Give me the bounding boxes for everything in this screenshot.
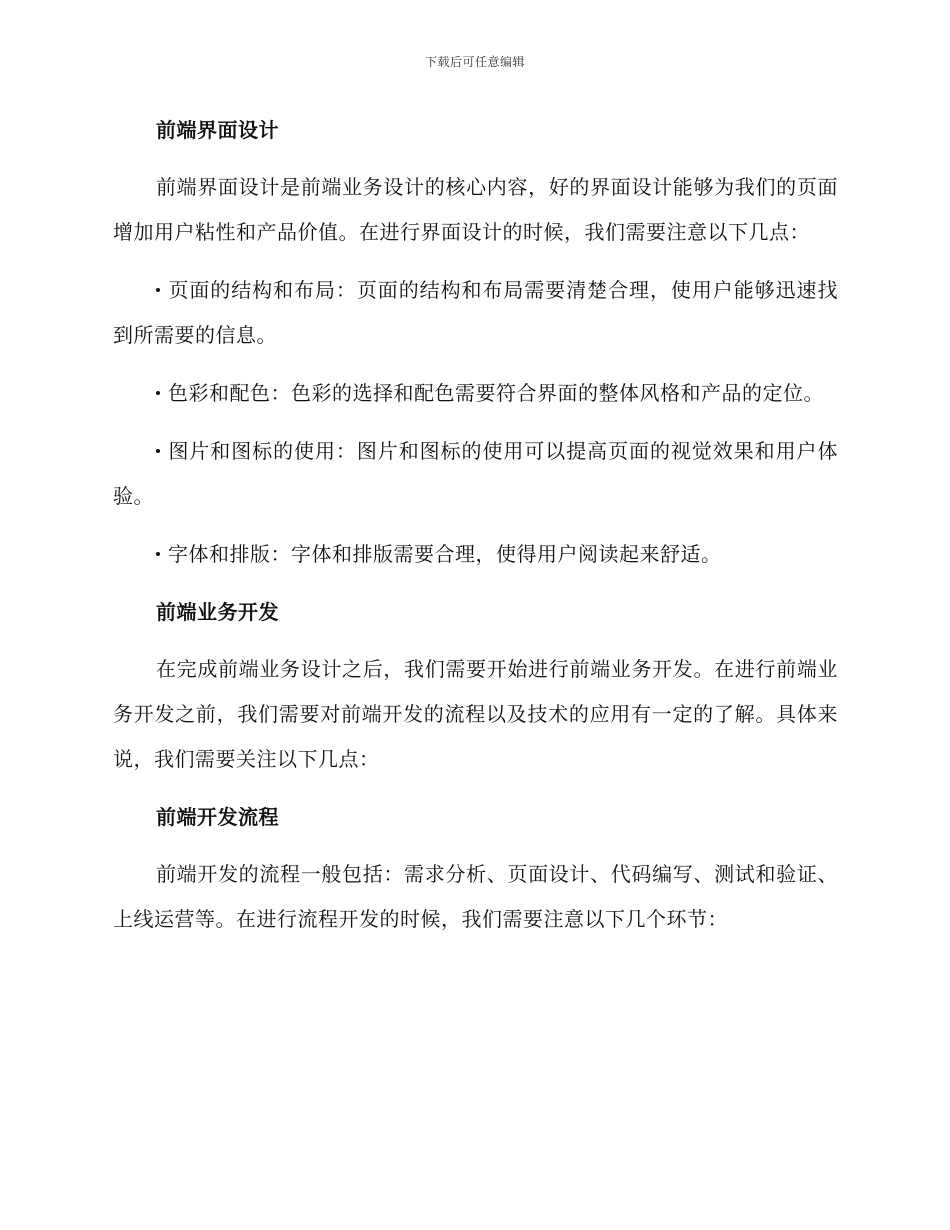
document-body <box>113 108 838 942</box>
bullet-text: 页面的结构和布局：页面的结构和布局需要清楚合理，使用户能够迅速找到所需要的信息。 <box>113 278 838 347</box>
bullet-text: 色彩和配色：色彩的选择和配色需要符合界面的整体风格和产品的定位。 <box>168 381 824 405</box>
section-heading-ui-design: 前端界面设计 <box>156 118 279 142</box>
bullet-text: 字体和排版：字体和排版需要合理，使得用户阅读起来舒适。 <box>168 542 722 566</box>
bullet-dot-icon <box>156 552 160 556</box>
section-heading-business-dev: 前端业务开发 <box>156 600 279 624</box>
bullet-dot-icon <box>156 449 160 453</box>
page-header: 下载后可任意编辑 <box>424 55 525 69</box>
bullet-item-color <box>113 371 838 416</box>
section-heading-dev-process: 前端开发流程 <box>156 805 279 829</box>
paragraph-ui-design-intro: 前端界面设计是前端业务设计的核心内容，好的界面设计能够为我们的页面增加用户粘性和产品价值。在进行界面设计的时候，我们需要注意以下几点： <box>113 175 838 244</box>
bullet-dot-icon <box>156 288 160 292</box>
bullet-dot-icon <box>156 391 160 395</box>
paragraph-dev-process-intro: 前端开发的流程一般包括：需求分析、页面设计、代码编写、测试和验证、上线运营等。在进行流程开发的时候，我们需要注意以下几个环节： <box>113 862 838 931</box>
bullet-item-typography <box>113 532 838 577</box>
bullet-text: 图片和图标的使用：图片和图标的使用可以提高页面的视觉效果和用户体验。 <box>113 439 838 508</box>
bullet-item-structure-layout <box>113 268 838 358</box>
bullet-item-images-icons <box>113 429 838 519</box>
paragraph-business-dev-intro: 在完成前端业务设计之后，我们需要开始进行前端业务开发。在进行前端业务开发之前，我们需要对前端开发的流程以及技术的应用有一定的了解。具体来说，我们需要关注以下几点： <box>113 657 838 771</box>
